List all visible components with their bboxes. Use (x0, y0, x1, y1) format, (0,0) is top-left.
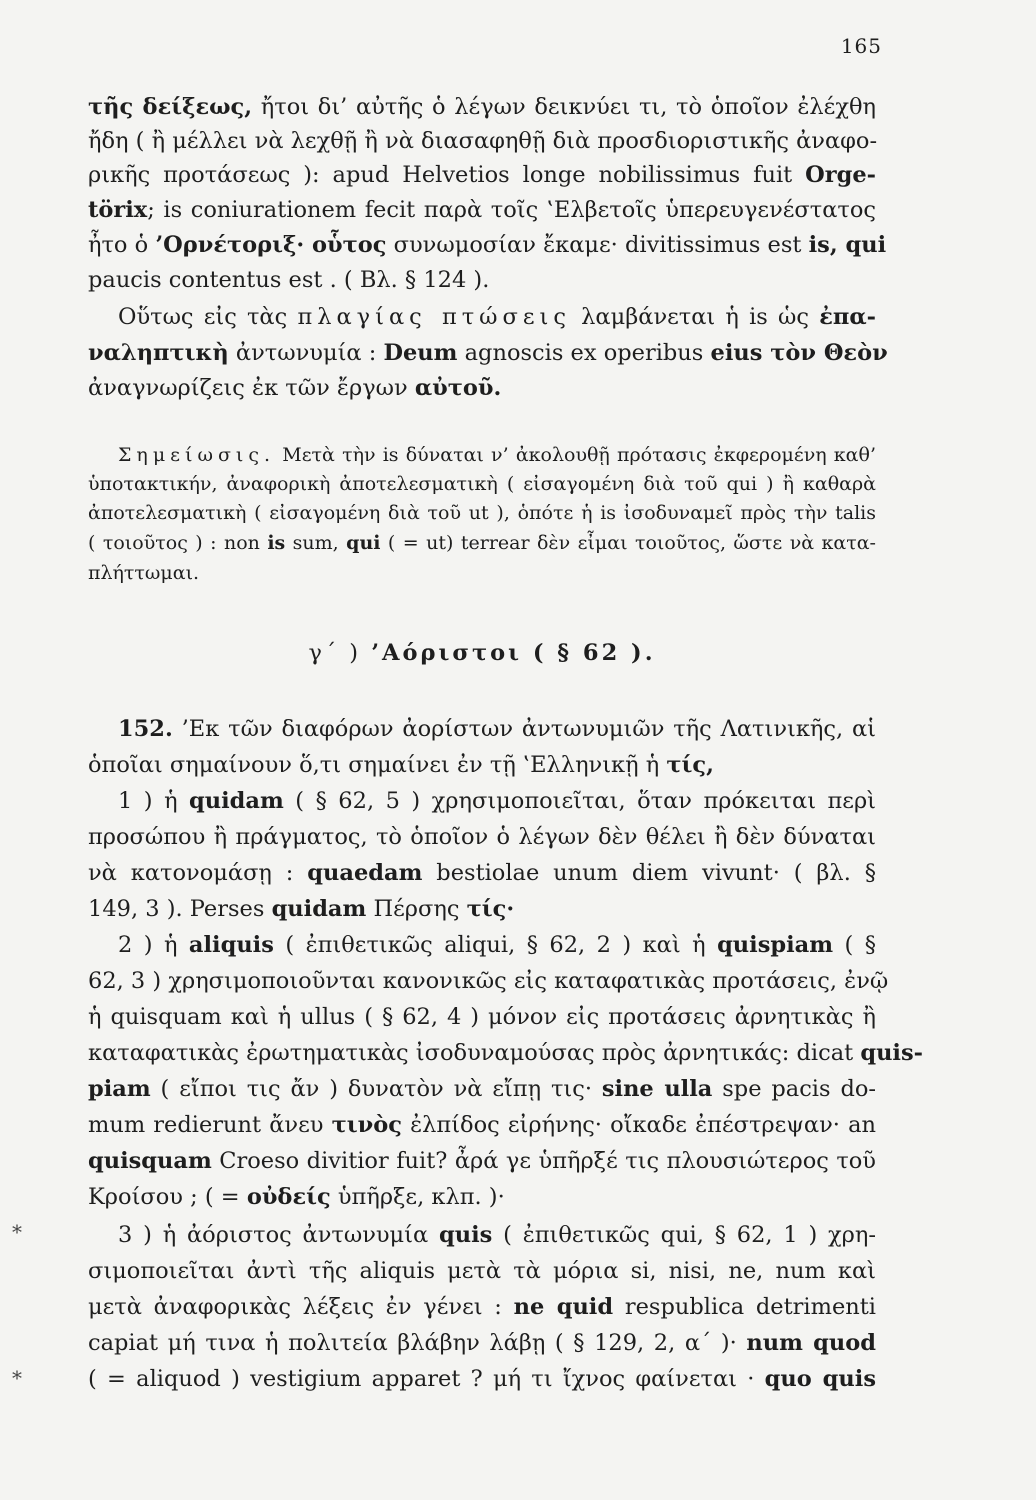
spaced-term: πλαγίας πτώσεις (297, 304, 571, 330)
section-title: ’Αόριστοι (371, 640, 522, 666)
text-run: ὁποῖαι σημαίνουν ὅ,τι σημαίνει ἐν τῇ ‛Ελληνικῇ ἡ (88, 752, 667, 778)
text-line (88, 528, 876, 558)
text-run: ( § 62, 5 ) χρησιμοποιεῖται, ὅταν πρόκειται περὶ (283, 788, 876, 814)
text-line: ἡ quisquam καὶ ἡ ullus ( § 62, 4 ) μόνον εἰς προτάσεις ἀρνητικὰς ἢ (88, 1004, 876, 1030)
section-ref: ( § 62 ). (522, 640, 656, 666)
text-run: Οὕτως εἰς τὰς (118, 304, 298, 330)
text-line (88, 92, 876, 122)
text-line (88, 1074, 876, 1104)
bold-term: piam (88, 1076, 151, 1102)
text-line (88, 858, 876, 888)
text-line (88, 1220, 876, 1250)
section-label: γ΄ ) (308, 640, 372, 666)
text-line (88, 373, 876, 403)
text-line (88, 302, 876, 332)
bold-term: qui (837, 232, 887, 258)
margin-asterisk-icon: * (12, 1366, 22, 1390)
bold-term: quidam (271, 896, 367, 922)
text-run: Μετὰ τὴν is δύναται ν’ ἀκολουθῇ πρότασις ἐκφερομένη καθ’ (275, 444, 876, 466)
section-heading (88, 638, 876, 668)
bold-term: is, (808, 232, 838, 258)
text-run: λαμβάνεται ἡ is ὡς (570, 304, 820, 330)
bold-term: οὐδείς (246, 1184, 331, 1210)
text-run: Πέρσης (366, 896, 467, 922)
bold-term: ναληπτικὴ (88, 340, 229, 366)
bold-term: quis- (860, 1040, 923, 1066)
text-run: ἤτοι δι’ αὐτῆς ὁ λέγων δεικνύει τι, τὸ ὁποῖον ἐλέχθη (252, 94, 876, 120)
bold-term: törix (88, 197, 148, 223)
text-run: ( ἐπιθετικῶς aliqui, § 62, 2 ) καὶ ἡ (273, 932, 718, 958)
paragraph-number: 152. (118, 716, 173, 742)
bold-term: ἐπα- (819, 304, 876, 330)
bold-term: qui (346, 532, 381, 554)
text-run: 3 ) ἡ ἀόριστος ἀντωνυμία (118, 1222, 439, 1248)
text-run: agnoscis ex operibus (457, 340, 711, 366)
text-line (88, 894, 876, 924)
bold-term: aliquis (188, 932, 274, 958)
text-run: 2 ) ἡ (118, 932, 189, 958)
bold-term: τίς· (466, 896, 515, 922)
text-line (88, 1110, 876, 1140)
text-run: ( τοιοῦτος ) : non (88, 532, 268, 554)
bold-term: ’Ορνέτοριξ· οὗτος (155, 232, 387, 258)
text-run: Κροίσου ; ( = (88, 1184, 247, 1210)
text-line: ἤδη ( ἢ μέλλει νὰ λεχθῇ ἢ νὰ διασαφηθῇ διὰ προσδιοριστικῆς ἀναφο- (88, 128, 878, 154)
text-line: πλήττωμαι. (88, 562, 200, 584)
text-run: ’Εκ τῶν διαφόρων ἀορίστων ἀντωνυμιῶν τῆς Λατινικῆς, αἱ (172, 716, 876, 742)
text-run: ἀντωνυμία : (228, 340, 384, 366)
text-line (88, 230, 887, 260)
bold-term: Deum (383, 340, 458, 366)
text-run: capiat μή τινα ἡ πολιτεία βλάβην λάβῃ ( § 129, 2, α΄ )· (88, 1330, 747, 1356)
text-line (88, 440, 876, 470)
bold-term: quisquam (88, 1148, 212, 1174)
text-line (88, 1364, 876, 1394)
text-line (88, 195, 876, 225)
text-run: ἀναγνωρίζεις ἐκ τῶν ἔργων (88, 375, 415, 401)
text-run: 149, 3 ). Perses (88, 896, 272, 922)
text-run: bestiolae unum diem vivunt· ( βλ. § (422, 860, 876, 886)
text-run: ( εἴποι τις ἄν ) δυνατὸν νὰ εἴπῃ τις· (150, 1076, 602, 1102)
text-run: ὑπῆρξε, κλπ. )· (330, 1184, 505, 1210)
text-run: sum, (285, 532, 347, 554)
bold-term: quispiam (717, 932, 834, 958)
text-run: mum redierunt ἄνευ (88, 1112, 332, 1138)
bold-term: is (267, 532, 286, 554)
text-run: 1 ) ἡ (118, 788, 190, 814)
bold-term: eius τὸν Θεὸν (710, 340, 888, 366)
text-line (88, 750, 876, 780)
text-run: ; is coniurationem fecit παρὰ τοῖς ‛Ελβετοῖς ὑπερευγενέστατος (147, 197, 876, 223)
page-number: 165 (840, 34, 882, 58)
text-run: ἐλπίδος εἰρήνης· οἴκαδε ἐπέστρεψαν· an (401, 1112, 877, 1138)
margin-asterisk-icon: * (12, 1220, 22, 1244)
text-run: ( § (833, 932, 876, 958)
text-run: μετὰ ἀναφορικὰς λέξεις ἐν γένει : (88, 1294, 514, 1320)
text-run: ( = ut) terrear δὲν εἶμαι τοιοῦτος, ὥστε νὰ κατα- (380, 532, 876, 554)
bold-term: quaedam (307, 860, 423, 886)
text-line (88, 1038, 923, 1068)
text-line: προσώπου ἢ πράγματος, τὸ ὁποῖον ὁ λέγων δὲν θέλει ἢ δὲν δύναται (88, 824, 876, 850)
bold-term: num quod (746, 1330, 876, 1356)
text-line (88, 786, 876, 816)
text-line: ἀποτελεσματικὴ ( εἰσαγομένη διὰ τοῦ ut ), ὁπότε ἡ is ἰσοδυναμεῖ πρὸς τὴν talis (88, 502, 876, 524)
bold-term: τῆς δείξεως, (88, 94, 253, 120)
text-run: συνωμοσίαν ἔκαμε· divitissimus est (386, 232, 809, 258)
text-line: σιμοποιεῖται ἀντὶ τῆς aliquis μετὰ τὰ μόρια si, nisi, ne, num καὶ (88, 1258, 876, 1284)
bold-term: quidam (189, 788, 284, 814)
text-run: νὰ κατονομάσῃ : (88, 860, 308, 886)
text-run: spe pacis do- (712, 1076, 876, 1102)
bold-term: quis (439, 1222, 493, 1248)
bold-term: sine ulla (601, 1076, 713, 1102)
text-line (88, 160, 876, 190)
text-line (88, 1182, 876, 1212)
bold-term: αὐτοῦ. (414, 375, 502, 401)
text-run: respublica detrimenti (613, 1294, 876, 1320)
text-line: paucis contentus est . ( Βλ. § 124 ). (88, 267, 490, 293)
text-line (88, 714, 876, 744)
bold-term: τίς, (666, 752, 714, 778)
text-run: ( ἐπιθετικῶς qui, § 62, 1 ) χρη- (492, 1222, 876, 1248)
text-line (88, 930, 876, 960)
bold-term: quo quis (764, 1366, 876, 1392)
text-line (88, 1146, 876, 1176)
text-run: καταφατικὰς ἐρωτηματικὰς ἰσοδυναμούσας πρὸς ἀρνητικάς: dicat (88, 1040, 861, 1066)
text-line (88, 1292, 876, 1322)
text-line: ὑποτακτικήν, ἀναφορικὴ ἀποτελεσματικὴ ( εἰσαγομένη διὰ τοῦ qui ) ἢ καθαρὰ (88, 473, 876, 495)
text-line: 62, 3 ) χρησιμοποιοῦνται κανονικῶς εἰς καταφατικὰς προτάσεις, ἐνῷ (88, 968, 889, 994)
spaced-term: Σημείωσις. (118, 444, 276, 466)
text-run: Croeso divitior fuit? ἆρά γε ὑπῆρξέ τις πλουσιώτερος τοῦ (211, 1148, 876, 1174)
text-line (88, 1328, 876, 1358)
text-line (88, 338, 888, 368)
bold-term: ne quid (513, 1294, 614, 1320)
text-run: ρικῆς προτάσεως ): apud Helvetios longe nobilissimus fuit (88, 162, 806, 188)
bold-term: τινὸς (331, 1112, 402, 1138)
bold-term: Orge- (805, 162, 876, 188)
text-run: ἦτο ὁ (88, 232, 156, 258)
text-run: ( = aliquod ) vestigium apparet ? μή τι ἴχνος φαίνεται · (88, 1366, 765, 1392)
